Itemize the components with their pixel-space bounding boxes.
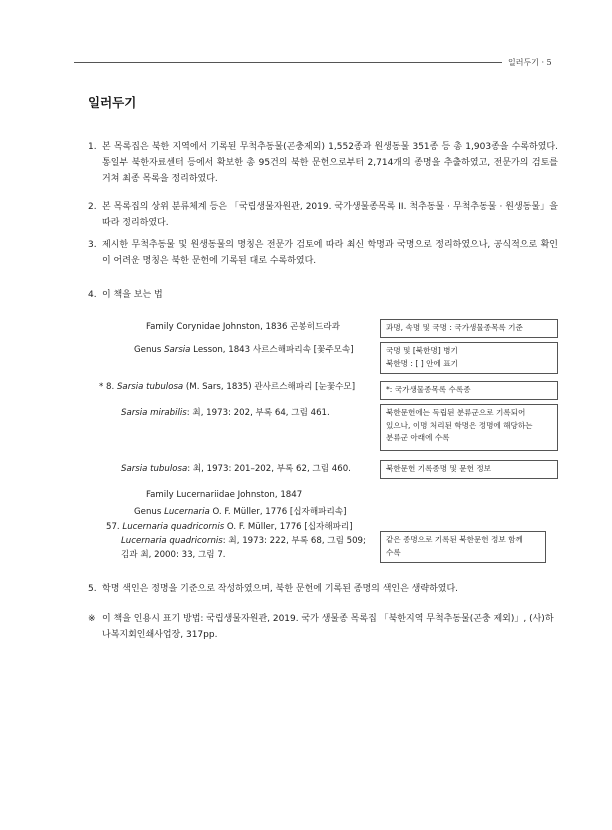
list-item-1 xyxy=(88,139,558,187)
example-record-2 xyxy=(121,462,351,474)
callout-text: *: 국가생물종목록 수록종 xyxy=(386,385,471,394)
record-citation: : 최, 1973: 201–202, 부록 62, 그림 460. xyxy=(187,464,351,474)
record-name: Sarsia tubulosa xyxy=(121,464,188,474)
callout-text: 북한문헌에는 독립된 분류군으로 기록되어 xyxy=(386,408,526,417)
list-item-3 xyxy=(88,237,558,269)
callout-record-info xyxy=(380,460,558,479)
callout-text: 분류군 아래에 수록 xyxy=(386,433,450,442)
species-name: Lucernaria quadricornis xyxy=(122,522,225,532)
genus-prefix: Genus xyxy=(134,345,165,355)
species-author: O. F. Müller, 1776 [십자해파리] xyxy=(224,522,353,532)
callout-text: 있으나, 이명 처리된 학명은 정명에 해당하는 xyxy=(386,420,533,430)
item-text: 이 책을 보는 법 xyxy=(102,290,163,300)
example-record-3 xyxy=(121,534,366,546)
example-genus-1 xyxy=(134,343,354,355)
item-text: 학명 색인은 정명을 기준으로 작성하였으며, 북한 문헌에 기록된 종명의 색인은 생략하였다. xyxy=(102,584,459,594)
callout-text: 과명, 속명 및 국명 : 국가생물종목록 기준 xyxy=(386,323,523,332)
list-item-2 xyxy=(88,199,558,231)
callout-text: 같은 종명으로 기록된 북한문헌 정보 함께 xyxy=(386,535,523,544)
record-name: Lucernaria quadricornis xyxy=(121,536,223,546)
genus-name: Lucernaria xyxy=(164,507,210,517)
species-number: * 8. xyxy=(99,382,117,392)
callout-text: 북한명 : [ ] 안에 표기 xyxy=(386,358,458,368)
callout-text: 수록 xyxy=(386,547,401,557)
callout-text: 국명 및 [북한명] 병기 xyxy=(386,346,458,355)
item-number: 3. xyxy=(88,240,97,250)
item-text: 제시한 무척추동물 및 원생동물의 명칭은 전문가 검토에 따라 최신 학명과 국명으로 정리하였으나, 공식적으로 확인이 어려운 명칭은 북한 문헌에 기록된 대로 수록하였다. xyxy=(102,240,558,266)
callout-text: 북한문헌 기록종명 및 문헌 정보 xyxy=(386,464,492,473)
example-family-1: Family Corynidae Johnston, 1836 곤봉히드라과 xyxy=(146,322,340,332)
example-record-1 xyxy=(121,406,330,418)
callout-asterisk xyxy=(380,381,558,400)
record-citation: : 최, 1973: 202, 부록 64, 그림 461. xyxy=(186,408,330,418)
example-genus-2 xyxy=(134,505,346,517)
item-text: 본 목록집의 상위 분류체계 등은 「국립생물자원관, 2019. 국가생물종목록 II. 척추동물 · 무척추동물 · 원생동물」을 따라 정리하였다. xyxy=(102,202,558,228)
example-record-3-line2: 김과 최, 2000: 33, 그림 7. xyxy=(121,550,226,560)
citation-text: 이 책을 인용시 표기 방법: 국립생물자원관, 2019. 국가 생물종 목록집 「북한지역 무척추동물(곤충 제외)」, (사)하나복지회인쇄사업장, 317pp. xyxy=(102,614,554,640)
page-title: 일러두기 xyxy=(88,95,137,110)
item-number: 2. xyxy=(88,202,97,212)
species-author: (M. Sars, 1835) 관사르스해파리 [눈꽃수모] xyxy=(183,382,356,392)
record-citation: : 최, 1973: 222, 부록 68, 그림 509; xyxy=(222,536,366,546)
example-species-1 xyxy=(99,380,355,392)
list-item-5 xyxy=(88,581,558,597)
callout-standard xyxy=(380,319,558,338)
genus-prefix: Genus xyxy=(134,507,165,517)
example-family-2: Family Lucernariidae Johnston, 1847 xyxy=(146,490,303,500)
callout-korean-name xyxy=(380,342,558,374)
item-number: 4. xyxy=(88,290,97,300)
species-number: 57. xyxy=(106,522,123,532)
example-species-2 xyxy=(106,520,353,532)
list-item-4 xyxy=(88,287,558,303)
item-number: 5. xyxy=(88,584,97,594)
callout-same-name xyxy=(380,531,546,563)
species-name: Sarsia tubulosa xyxy=(116,382,184,392)
reference-mark: ※ xyxy=(88,614,96,624)
record-name: Sarsia mirabilis xyxy=(121,408,187,418)
header-rule xyxy=(74,62,502,63)
genus-author: O. F. Müller, 1776 [십자해파리속] xyxy=(209,507,347,517)
item-text: 본 목록집은 북한 지역에서 기록된 무척추동물(곤충제외) 1,552종과 원생동물 351종 등 총 1,903종을 수록하였다. 통일부 북한자료센터 등에서 확보한 총 95건의 북한 문헌으로부터 2,714개의 종명을 추출하였고, 전문가의 검토를 거쳐 최종 목록을 정리하였다. xyxy=(102,142,558,184)
citation-note xyxy=(88,611,560,643)
running-header: 일러두기 · 5 xyxy=(508,58,552,67)
genus-name: Sarsia xyxy=(164,345,191,355)
callout-synonym xyxy=(380,404,558,451)
genus-author: Lesson, 1843 사르스해파리속 [꽃주모속] xyxy=(190,345,354,355)
item-number: 1. xyxy=(88,142,97,152)
